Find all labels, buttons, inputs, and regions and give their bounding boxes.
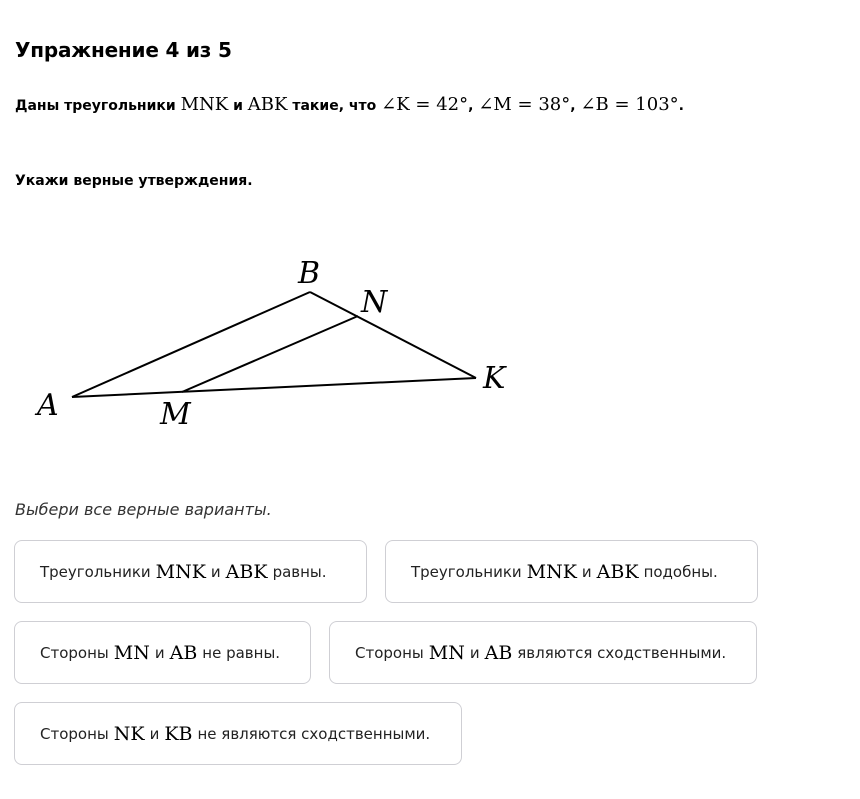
option-math: MNK [526, 560, 577, 583]
option-text: Стороны [40, 724, 109, 743]
option-text: и [149, 724, 160, 743]
label-a: A [37, 388, 59, 423]
side-bk [310, 292, 476, 378]
option-math: MN [428, 641, 465, 664]
label-b: B [298, 256, 321, 291]
option-sides-corresponding[interactable] [329, 621, 757, 684]
option-text: подобны. [643, 562, 718, 581]
exercise-title: Упражнение 4 из 5 [15, 38, 232, 62]
period: . [678, 98, 684, 114]
problem-statement [15, 94, 684, 115]
option-text: Треугольники [40, 562, 151, 581]
triangle-figure [0, 240, 560, 440]
option-text: и [581, 562, 592, 581]
option-triangles-equal[interactable] [14, 540, 367, 603]
label-k: K [483, 361, 506, 396]
problem-prefix: Даны треугольники [15, 98, 176, 114]
angle-k: ∠K = 42° [381, 94, 469, 115]
option-text: Стороны [40, 643, 109, 662]
problem-and: и [233, 98, 243, 114]
option-text: являются сходственными. [517, 643, 727, 662]
option-math: MN [113, 641, 150, 664]
option-math: NK [113, 722, 145, 745]
side-ak [72, 378, 476, 397]
option-text: Треугольники [411, 562, 522, 581]
option-text: не равны. [202, 643, 281, 662]
option-triangles-similar[interactable] [385, 540, 758, 603]
label-n: N [361, 285, 388, 320]
option-text: и [210, 562, 221, 581]
label-m: M [160, 397, 191, 432]
problem-mid: такие, что [292, 98, 377, 114]
option-math: AB [169, 641, 198, 664]
option-math: AB [484, 641, 513, 664]
option-math: MNK [155, 560, 206, 583]
select-all-hint: Выбери все верные варианты. [15, 500, 272, 519]
option-text: не являются сходственными. [197, 724, 431, 743]
option-math: KB [164, 722, 193, 745]
angle-m: ∠M = 38° [478, 94, 571, 115]
option-math: ABK [596, 560, 639, 583]
triangle-abk: ABK [247, 94, 288, 115]
angle-b: ∠B = 103° [580, 94, 679, 115]
option-text: и [154, 643, 165, 662]
segment-mn [182, 316, 358, 392]
option-text: Стороны [355, 643, 424, 662]
triangle-mnk: MNK [180, 94, 229, 115]
option-sides-not-equal[interactable] [14, 621, 311, 684]
option-sides-not-corresponding[interactable] [14, 702, 462, 765]
option-text: и [469, 643, 480, 662]
option-math: ABK [225, 560, 268, 583]
option-text: равны. [272, 562, 327, 581]
comma-1: , [468, 98, 474, 114]
question-text: Укажи верные утверждения. [15, 173, 253, 189]
comma-2: , [570, 98, 576, 114]
side-ab [72, 292, 310, 397]
